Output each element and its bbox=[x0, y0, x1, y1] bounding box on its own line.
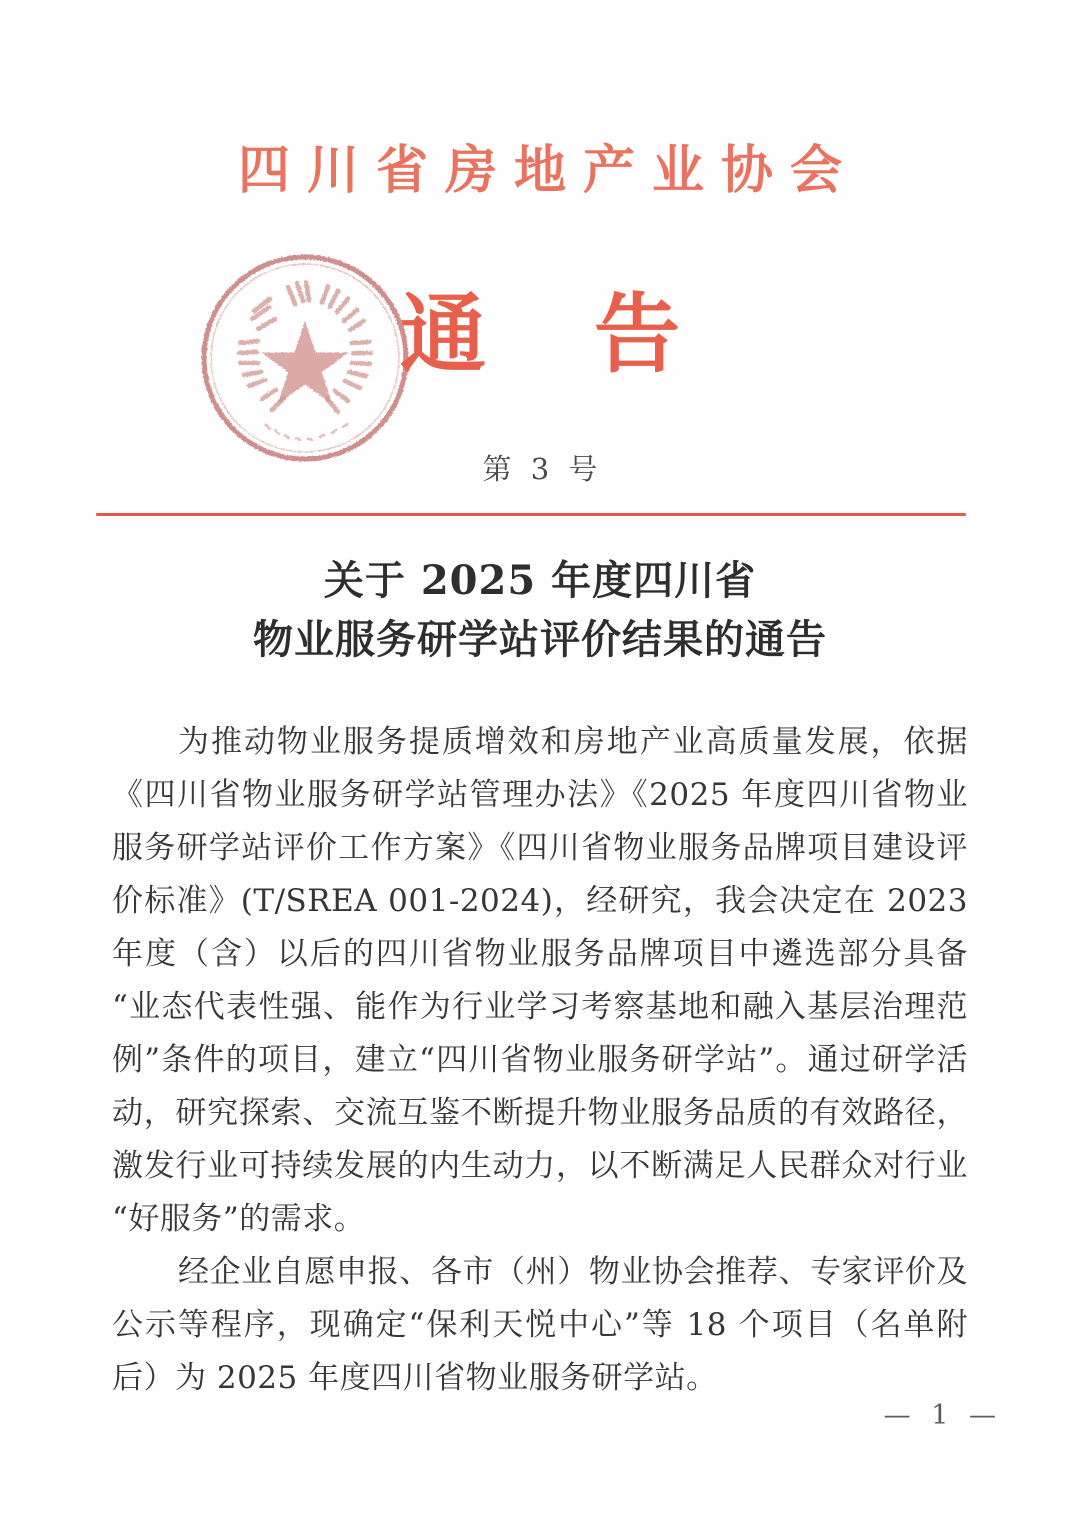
red-divider-rule bbox=[96, 513, 966, 516]
masthead-organization-name: 四川省房地产业协会 bbox=[237, 140, 859, 201]
issue-number: 第 3 号 bbox=[482, 452, 603, 486]
body-paragraph-2: 经企业自愿申报、各市（州）物业协会推荐、专家评价及公示等程序，现确定“保利天悦中心”等 18 个项目（名单附后）为 2025 年度四川省物业服务研学站。 bbox=[112, 1254, 968, 1396]
document-body bbox=[112, 716, 968, 1405]
notice-heading-char-1: 通 bbox=[400, 284, 486, 385]
notice-heading bbox=[0, 284, 1080, 385]
notice-heading-char-2: 告 bbox=[594, 284, 680, 385]
body-paragraph-1: 为推动物业服务提质增效和房地产业高质量发展，依据《四川省物业服务研学站管理办法》《2025 年度四川省物业服务研学站评价工作方案》《四川省物业服务品牌项目建设评价标准》(T/SREA 001-2024)，经研究，我会决定在 2023 年度（含）以后的四川省物业服务品牌项目中遴选部分具备“业态代表性强、能作为行业学习考察基地和融入基层治理范例”条件的项目，建立“四川省物业服务研学站”。通过研学活动，研究探索、交流互鉴不断提升物业服务品质的有效路径，激发行业可持续发展的内生动力，以不断满足人民群众对行业“好服务”的需求。 bbox=[112, 724, 968, 1237]
document-title-line-1: 关于 2025 年度四川省 bbox=[323, 557, 757, 604]
document-title-line-2: 物业服务研学站评价结果的通告 bbox=[253, 616, 827, 663]
footer-page-number-text: — 1 — bbox=[883, 1400, 1002, 1431]
document-title bbox=[0, 551, 1080, 669]
